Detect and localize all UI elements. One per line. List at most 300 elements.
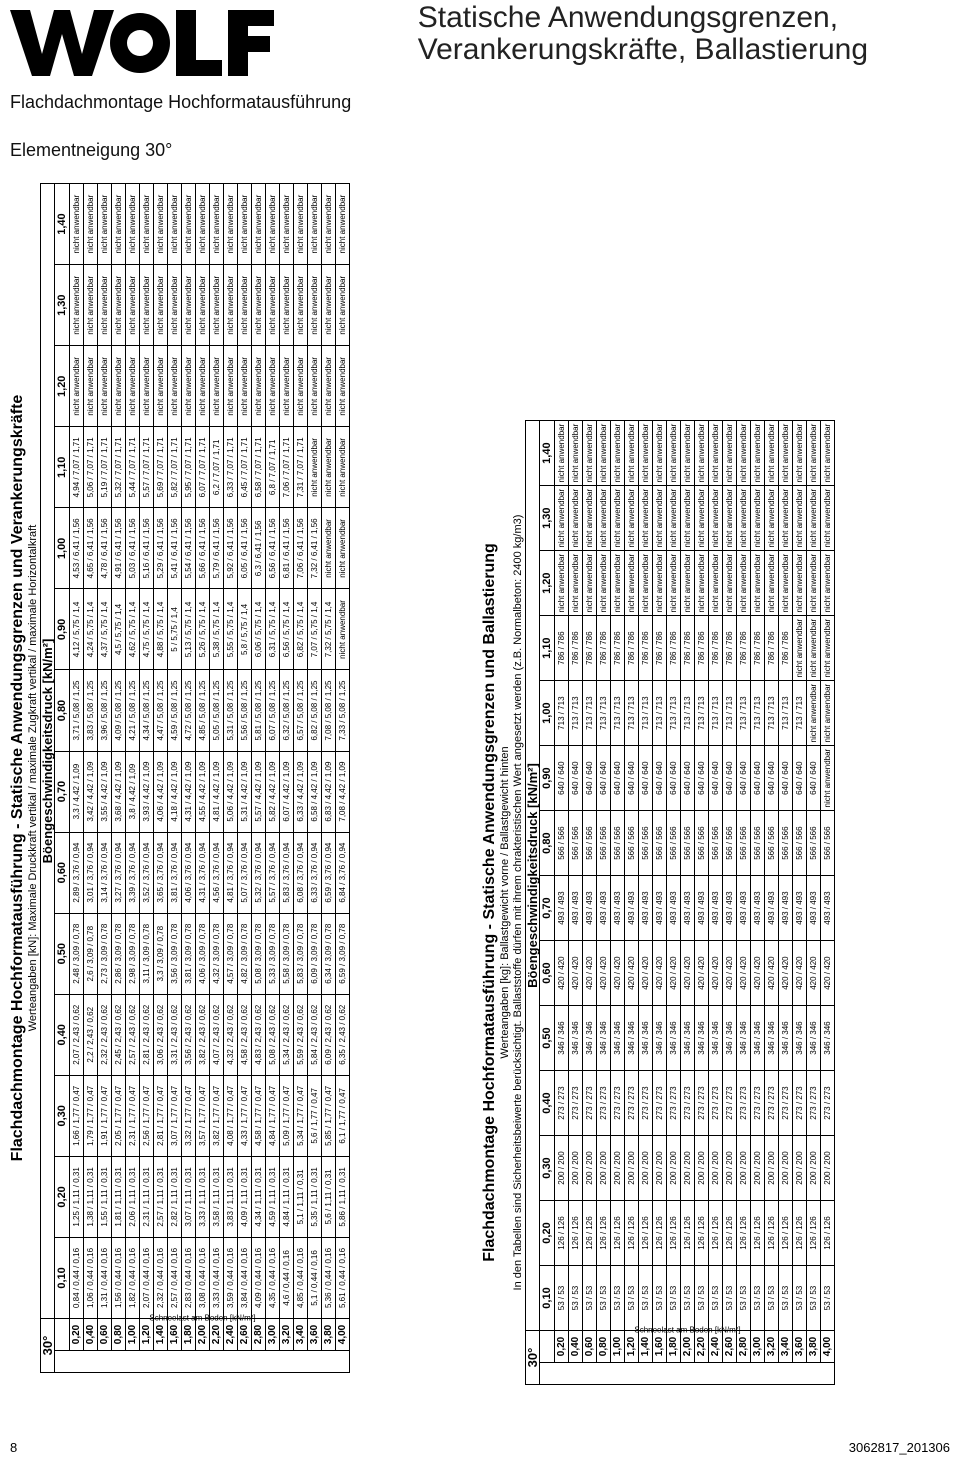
table-cell: 6,32 / 5,08 / 1,25 <box>280 670 294 751</box>
blank-header-cell <box>55 1318 70 1350</box>
table-cell: 5,56 / 5,08 / 1,25 <box>238 670 252 751</box>
table-cell: 786 / 786 <box>625 616 639 681</box>
table-cell: 3,42 / 4,42 / 1,09 <box>84 751 98 832</box>
table-cell: 1,38 / 1,11 / 0,31 <box>84 1156 98 1237</box>
table-cell: nicht anwendbar <box>695 551 709 616</box>
table-cell: 346 / 346 <box>709 1006 723 1071</box>
table-cell: 5,1 / 0,44 / 0,16 <box>308 1237 322 1318</box>
table-cell: 566 / 566 <box>793 811 807 876</box>
table-cell: 3,01 / 3,76 / 0,94 <box>84 832 98 913</box>
table-cell: nicht anwendbar <box>681 551 695 616</box>
table-cell: nicht anwendbar <box>709 421 723 486</box>
table-cell: 566 / 566 <box>737 811 751 876</box>
table-cell: 4,85 / 0,44 / 0,16 <box>294 1237 308 1318</box>
table-cell: 2,07 / 0,44 / 0,16 <box>140 1237 154 1318</box>
table-cell: 420 / 420 <box>569 941 583 1006</box>
table-cell: 5,79 / 6,41 / 1,56 <box>210 508 224 589</box>
table-cell: 6,1 / 1,77 / 0,47 <box>336 1075 350 1156</box>
table-cell: nicht anwendbar <box>597 421 611 486</box>
table-cell: 200 / 200 <box>793 1136 807 1201</box>
table-cell: 493 / 493 <box>807 876 821 941</box>
snow-row-header: 4,00 <box>336 1318 350 1350</box>
table-cell: nicht anwendbar <box>336 184 350 265</box>
table-cell: 5,03 / 6,41 / 1,56 <box>126 508 140 589</box>
table-cell: 53 / 53 <box>597 1266 611 1331</box>
table-cell: 4,72 / 5,08 / 1,25 <box>182 670 196 751</box>
table-cell: 5,84 / 2,43 / 0,62 <box>308 994 322 1075</box>
table-cell: nicht anwendbar <box>639 421 653 486</box>
table-cell: 126 / 126 <box>639 1201 653 1266</box>
snow-row-header: 3,20 <box>280 1318 294 1350</box>
table-cell: 126 / 126 <box>723 1201 737 1266</box>
table-cell: nicht anwendbar <box>737 551 751 616</box>
table-cell: 53 / 53 <box>555 1266 569 1331</box>
table-cell: 493 / 493 <box>583 876 597 941</box>
table-cell: 4,65 / 6,41 / 1,56 <box>84 508 98 589</box>
table-cell: 713 / 713 <box>695 681 709 746</box>
table-cell: 200 / 200 <box>751 1136 765 1201</box>
table-cell: nicht anwendbar <box>140 265 154 346</box>
gust-column-header: 0,80 <box>55 670 70 751</box>
table-cell: 420 / 420 <box>695 941 709 1006</box>
table-cell: nicht anwendbar <box>611 551 625 616</box>
table-cell: 346 / 346 <box>681 1006 695 1071</box>
table-cell: 420 / 420 <box>555 941 569 1006</box>
gust-column-header: 0,50 <box>55 913 70 994</box>
table-cell: 200 / 200 <box>709 1136 723 1201</box>
snow-row-header: 0,60 <box>583 1330 597 1362</box>
table-cell: 2,86 / 3,09 / 0,78 <box>112 913 126 994</box>
snow-row-header: 2,60 <box>238 1318 252 1350</box>
table-cell: 4,33 / 1,77 / 0,47 <box>238 1075 252 1156</box>
table-cell: nicht anwendbar <box>70 265 84 346</box>
snow-row-header: 1,00 <box>611 1330 625 1362</box>
table-cell: 566 / 566 <box>583 811 597 876</box>
gust-column-header: 1,10 <box>55 427 70 508</box>
table-cell: 346 / 346 <box>625 1006 639 1071</box>
table-cell: 5,69 / 7,07 / 1,71 <box>154 427 168 508</box>
snow-row-header: 3,80 <box>807 1330 821 1362</box>
table-row <box>793 421 807 1385</box>
table-cell: 713 / 713 <box>765 681 779 746</box>
table-row <box>807 421 821 1385</box>
table-cell: 4,31 / 4,42 / 1,09 <box>182 751 196 832</box>
table-cell: 6,81 / 6,41 / 1,56 <box>280 508 294 589</box>
table-row <box>583 421 597 1385</box>
table-cell: 3,14 / 3,76 / 0,94 <box>98 832 112 913</box>
table-cell: nicht anwendbar <box>765 421 779 486</box>
table-cell: nicht anwendbar <box>252 265 266 346</box>
snow-row-header: 2,20 <box>210 1318 224 1350</box>
ballast-table <box>525 420 835 1385</box>
table-cell: 2,57 / 2,43 / 0,62 <box>126 994 140 1075</box>
table-cell: 6,8 / 7,07 / 1,71 <box>266 427 280 508</box>
table-cell: nicht anwendbar <box>70 184 84 265</box>
table-cell: 2,45 / 2,43 / 0,62 <box>112 994 126 1075</box>
table-cell: 4,37 / 5,75 / 1,4 <box>98 589 112 670</box>
gust-column-header: 0,10 <box>540 1266 555 1331</box>
table-row <box>625 421 639 1385</box>
table-cell: 2,57 / 1,11 / 0,31 <box>154 1156 168 1237</box>
table-row <box>555 421 569 1385</box>
table-cell: 200 / 200 <box>723 1136 737 1201</box>
table-cell: nicht anwendbar <box>140 184 154 265</box>
table-cell: 640 / 640 <box>639 746 653 811</box>
table-cell: 713 / 713 <box>779 681 793 746</box>
table-cell: 6,34 / 3,09 / 0,78 <box>322 913 336 994</box>
table-cell: nicht anwendbar <box>709 551 723 616</box>
table-cell: 53 / 53 <box>625 1266 639 1331</box>
table-cell: 126 / 126 <box>555 1201 569 1266</box>
table-cell: 4,24 / 5,75 / 1,4 <box>84 589 98 670</box>
table-row <box>238 184 252 1373</box>
table-cell: 273 / 273 <box>751 1071 765 1136</box>
table-cell: 6,35 / 2,43 / 0,62 <box>336 994 350 1075</box>
gust-column-header: 0,50 <box>540 1006 555 1071</box>
table-cell: 126 / 126 <box>709 1201 723 1266</box>
table-cell: 5,08 / 2,43 / 0,62 <box>266 994 280 1075</box>
table-cell: nicht anwendbar <box>807 616 821 681</box>
gust-column-header: 0,70 <box>55 751 70 832</box>
table-cell: 640 / 640 <box>793 746 807 811</box>
table-cell: 4,59 / 1,11 / 0,31 <box>266 1156 280 1237</box>
table-cell: nicht anwendbar <box>695 486 709 551</box>
table-cell: 5,07 / 3,76 / 0,94 <box>238 832 252 913</box>
gust-column-header: 0,30 <box>540 1136 555 1201</box>
table-cell: 420 / 420 <box>653 941 667 1006</box>
table-cell: 6,33 / 7,07 / 1,71 <box>224 427 238 508</box>
table-cell: nicht anwendbar <box>625 486 639 551</box>
table-row <box>639 421 653 1385</box>
ballast-table-subtitle1: Werteangaben [kg]: Ballastgewicht vorne / Ballastgewicht hinten <box>499 746 511 1059</box>
table-cell: 6,05 / 6,41 / 1,56 <box>238 508 252 589</box>
table-cell: 4,5 / 5,75 / 1,4 <box>112 589 126 670</box>
table-cell: 493 / 493 <box>639 876 653 941</box>
table-cell: 6,07 / 4,42 / 1,09 <box>280 751 294 832</box>
table-cell: 2,81 / 1,77 / 0,47 <box>154 1075 168 1156</box>
table-cell: nicht anwendbar <box>238 184 252 265</box>
table-cell: 5,58 / 3,09 / 0,78 <box>280 913 294 994</box>
page-title <box>418 2 868 66</box>
table-cell: nicht anwendbar <box>182 184 196 265</box>
table-cell: 200 / 200 <box>807 1136 821 1201</box>
gust-column-header: 0,80 <box>540 811 555 876</box>
table-cell: 4,58 / 1,77 / 0,47 <box>252 1075 266 1156</box>
table-cell: 566 / 566 <box>765 811 779 876</box>
table-cell: nicht anwendbar <box>569 486 583 551</box>
table-cell: nicht anwendbar <box>336 265 350 346</box>
snow-row-header: 3,60 <box>308 1318 322 1350</box>
table-cell: 713 / 713 <box>751 681 765 746</box>
table-row <box>294 184 308 1373</box>
table-cell: 3,39 / 3,76 / 0,94 <box>126 832 140 913</box>
table-cell: 200 / 200 <box>555 1136 569 1201</box>
table-cell: 713 / 713 <box>737 681 751 746</box>
table-cell: 420 / 420 <box>737 941 751 1006</box>
table-cell: 4,06 / 3,09 / 0,78 <box>196 913 210 994</box>
table-cell: 6,83 / 4,42 / 1,09 <box>322 751 336 832</box>
table-cell: 346 / 346 <box>569 1006 583 1071</box>
table-cell: nicht anwendbar <box>308 184 322 265</box>
anchoring-table-subtitle: Werteangaben [kN]: Maximale Druckkraft vertikal / maximale Zugkraft vertikal / maximale Horizontalkraft <box>27 524 39 1032</box>
snow-row-header: 1,60 <box>653 1330 667 1362</box>
table-cell: nicht anwendbar <box>821 421 835 486</box>
table-cell: 5,1 / 1,11 / 0,31 <box>294 1156 308 1237</box>
table-cell: 53 / 53 <box>667 1266 681 1331</box>
table-cell: nicht anwendbar <box>252 346 266 427</box>
table-cell: 2,81 / 2,43 / 0,62 <box>140 994 154 1075</box>
ballast-table-subtitle2: In den Tabellen sind Sicherheitsbeiwerte berücksichtigt. Ballaststoffe dürfen mit ihrem chrakteristischen Wert angesetzt werden (z.B. Normalbeton: 2400 kg/m3) <box>512 514 524 1291</box>
table-cell: 7,31 / 7,07 / 1,71 <box>294 427 308 508</box>
table-cell: 5,31 / 4,42 / 1,09 <box>238 751 252 832</box>
gust-column-header: 1,20 <box>55 346 70 427</box>
table-cell: 5,16 / 6,41 / 1,56 <box>140 508 154 589</box>
table-cell: nicht anwendbar <box>667 486 681 551</box>
page-title-line1: Statische Anwendungsgrenzen, <box>417 1 839 34</box>
table-cell: nicht anwendbar <box>611 421 625 486</box>
table-cell: nicht anwendbar <box>336 346 350 427</box>
table-cell: 53 / 53 <box>765 1266 779 1331</box>
table-cell: 4,35 / 0,44 / 0,16 <box>266 1237 280 1318</box>
table-cell: 3,07 / 1,11 / 0,31 <box>182 1156 196 1237</box>
table-cell: 4,6 / 0,44 / 0,16 <box>280 1237 294 1318</box>
table-cell: 4,56 / 3,76 / 0,94 <box>210 832 224 913</box>
snow-row-header: 1,00 <box>126 1318 140 1350</box>
table-cell: 5,32 / 7,07 / 1,71 <box>112 427 126 508</box>
table-cell: 346 / 346 <box>695 1006 709 1071</box>
table-cell: nicht anwendbar <box>653 486 667 551</box>
table-cell: 200 / 200 <box>765 1136 779 1201</box>
table-cell: 53 / 53 <box>611 1266 625 1331</box>
table-cell: 200 / 200 <box>821 1136 835 1201</box>
table-cell: 346 / 346 <box>793 1006 807 1071</box>
table-cell: 1,55 / 1,11 / 0,31 <box>98 1156 112 1237</box>
table-cell: nicht anwendbar <box>112 184 126 265</box>
table-cell: 420 / 420 <box>709 941 723 1006</box>
table-cell: 5,41 / 6,41 / 1,56 <box>168 508 182 589</box>
table-cell: 566 / 566 <box>639 811 653 876</box>
table-cell: 273 / 273 <box>821 1071 835 1136</box>
table-cell: 566 / 566 <box>723 811 737 876</box>
table-cell: 5,82 / 4,42 / 1,09 <box>266 751 280 832</box>
table-cell: nicht anwendbar <box>168 346 182 427</box>
snow-row-header: 2,80 <box>737 1330 751 1362</box>
table-row <box>84 184 98 1373</box>
table-cell: 200 / 200 <box>611 1136 625 1201</box>
table-cell: 420 / 420 <box>793 941 807 1006</box>
table-cell: 493 / 493 <box>709 876 723 941</box>
table-cell: nicht anwendbar <box>266 265 280 346</box>
table-cell: nicht anwendbar <box>569 551 583 616</box>
table-cell: 6,58 / 4,42 / 1,09 <box>308 751 322 832</box>
table-cell: 7,33 / 5,08 / 1,25 <box>336 670 350 751</box>
snow-row-header: 3,00 <box>266 1318 280 1350</box>
table-cell: 493 / 493 <box>779 876 793 941</box>
table-cell: 2,2 / 2,43 / 0,62 <box>84 994 98 1075</box>
table-cell: 640 / 640 <box>737 746 751 811</box>
table-cell: nicht anwendbar <box>555 551 569 616</box>
gust-column-header: 0,60 <box>55 832 70 913</box>
table-row <box>280 184 294 1373</box>
element-inclination: Elementneigung 30° <box>10 140 173 160</box>
table-cell: 493 / 493 <box>569 876 583 941</box>
table-cell: 420 / 420 <box>821 941 835 1006</box>
table-cell: 53 / 53 <box>709 1266 723 1331</box>
table-cell: 2,06 / 1,11 / 0,31 <box>126 1156 140 1237</box>
table-row <box>569 421 583 1385</box>
table-cell: nicht anwendbar <box>308 346 322 427</box>
table-cell: 126 / 126 <box>737 1201 751 1266</box>
table-cell: 713 / 713 <box>597 681 611 746</box>
table-cell: nicht anwendbar <box>821 486 835 551</box>
gust-column-header: 0,60 <box>540 941 555 1006</box>
table-cell: nicht anwendbar <box>336 508 350 589</box>
table-cell: 493 / 493 <box>695 876 709 941</box>
table-cell: nicht anwendbar <box>793 421 807 486</box>
table-cell: 6,33 / 4,42 / 1,09 <box>294 751 308 832</box>
table-cell: nicht anwendbar <box>723 486 737 551</box>
table-cell: nicht anwendbar <box>140 346 154 427</box>
table-cell: 53 / 53 <box>569 1266 583 1331</box>
table-cell: 5,44 / 7,07 / 1,71 <box>126 427 140 508</box>
table-row <box>154 184 168 1373</box>
table-cell: nicht anwendbar <box>322 427 336 508</box>
table-cell: 126 / 126 <box>583 1201 597 1266</box>
table-cell: 273 / 273 <box>737 1071 751 1136</box>
table-cell: 566 / 566 <box>611 811 625 876</box>
table-cell: 786 / 786 <box>695 616 709 681</box>
table-cell: 2,31 / 1,77 / 0,47 <box>126 1075 140 1156</box>
table-cell: nicht anwendbar <box>238 346 252 427</box>
table-cell: 4,31 / 3,76 / 0,94 <box>196 832 210 913</box>
table-cell: 640 / 640 <box>709 746 723 811</box>
table-cell: 273 / 273 <box>681 1071 695 1136</box>
table-cell: 713 / 713 <box>569 681 583 746</box>
table-cell: nicht anwendbar <box>821 616 835 681</box>
table-cell: 420 / 420 <box>723 941 737 1006</box>
table-cell: nicht anwendbar <box>322 184 336 265</box>
table-cell: 2,48 / 3,09 / 0,78 <box>70 913 84 994</box>
table-cell: 4,09 / 0,44 / 0,16 <box>252 1237 266 1318</box>
table-cell: 640 / 640 <box>625 746 639 811</box>
snow-row-header: 1,20 <box>140 1318 154 1350</box>
table-cell: 5,38 / 5,75 / 1,4 <box>210 589 224 670</box>
table-cell: 4,06 / 4,42 / 1,09 <box>154 751 168 832</box>
table-cell: nicht anwendbar <box>280 184 294 265</box>
table-cell: nicht anwendbar <box>210 184 224 265</box>
table-row <box>112 184 126 1373</box>
table-cell: 566 / 566 <box>555 811 569 876</box>
table-cell: 5,81 / 5,08 / 1,25 <box>252 670 266 751</box>
table-cell: nicht anwendbar <box>182 265 196 346</box>
table-cell: nicht anwendbar <box>793 616 807 681</box>
table-cell: 5,66 / 6,41 / 1,56 <box>196 508 210 589</box>
snow-row-header: 2,60 <box>723 1330 737 1362</box>
corner-angle: 30° <box>41 1318 55 1372</box>
table-cell: 273 / 273 <box>779 1071 793 1136</box>
table-cell: nicht anwendbar <box>196 184 210 265</box>
snow-row-header: 2,80 <box>252 1318 266 1350</box>
table-cell: 713 / 713 <box>681 681 695 746</box>
table-row <box>308 184 322 1373</box>
table-cell: 566 / 566 <box>625 811 639 876</box>
table-cell: 5,92 / 6,41 / 1,56 <box>224 508 238 589</box>
table-cell: 4,34 / 1,11 / 0,31 <box>252 1156 266 1237</box>
table-cell: 126 / 126 <box>667 1201 681 1266</box>
table-cell: 2,32 / 2,43 / 0,62 <box>98 994 112 1075</box>
table-cell: 4,81 / 3,76 / 0,94 <box>224 832 238 913</box>
table-cell: 4,12 / 5,75 / 1,4 <box>70 589 84 670</box>
table-cell: 640 / 640 <box>597 746 611 811</box>
table-cell: 53 / 53 <box>779 1266 793 1331</box>
table-cell: 53 / 53 <box>751 1266 765 1331</box>
table-cell: 2,31 / 1,11 / 0,31 <box>140 1156 154 1237</box>
table-cell: nicht anwendbar <box>751 421 765 486</box>
snow-row-header: 4,00 <box>821 1330 835 1362</box>
table-cell: 1,79 / 1,77 / 0,47 <box>84 1075 98 1156</box>
table-cell: 53 / 53 <box>639 1266 653 1331</box>
table-cell: nicht anwendbar <box>779 551 793 616</box>
table-cell: 3,11 / 3,09 / 0,78 <box>140 913 154 994</box>
table-cell: 5,08 / 3,09 / 0,78 <box>252 913 266 994</box>
snow-row-header: 0,40 <box>84 1318 98 1350</box>
table-cell: 640 / 640 <box>681 746 695 811</box>
table-row <box>210 184 224 1373</box>
table-cell: 4,85 / 5,08 / 1,25 <box>196 670 210 751</box>
table-cell: nicht anwendbar <box>653 421 667 486</box>
table-cell: 4,55 / 4,42 / 1,09 <box>196 751 210 832</box>
gust-column-header: 0,10 <box>55 1237 70 1318</box>
table-cell: 4,58 / 2,43 / 0,62 <box>238 994 252 1075</box>
table-cell: 566 / 566 <box>695 811 709 876</box>
table-cell: 566 / 566 <box>653 811 667 876</box>
table-cell: 6,07 / 5,08 / 1,25 <box>266 670 280 751</box>
table-cell: 346 / 346 <box>611 1006 625 1071</box>
table-cell: 1,66 / 1,77 / 0,47 <box>70 1075 84 1156</box>
table-cell: 53 / 53 <box>821 1266 835 1331</box>
snow-row-header: 3,40 <box>779 1330 793 1362</box>
table-cell: 1,31 / 0,44 / 0,16 <box>98 1237 112 1318</box>
snow-row-header: 1,40 <box>154 1318 168 1350</box>
table-cell: 273 / 273 <box>709 1071 723 1136</box>
table-cell: nicht anwendbar <box>210 265 224 346</box>
table-cell: 5,85 / 1,77 / 0,47 <box>322 1075 336 1156</box>
table-cell: 6,45 / 7,07 / 1,71 <box>238 427 252 508</box>
table-cell: 5,6 / 1,11 / 0,31 <box>322 1156 336 1237</box>
snow-row-header: 1,80 <box>182 1318 196 1350</box>
table-cell: 3,3 / 3,09 / 0,78 <box>154 913 168 994</box>
snow-row-header: 2,00 <box>681 1330 695 1362</box>
snow-row-header: 0,20 <box>70 1318 84 1350</box>
table-cell: 3,07 / 1,77 / 0,47 <box>168 1075 182 1156</box>
table-cell: 566 / 566 <box>569 811 583 876</box>
table-cell: 5,13 / 5,75 / 1,4 <box>182 589 196 670</box>
gust-column-header: 1,20 <box>540 551 555 616</box>
snow-row-header: 3,40 <box>294 1318 308 1350</box>
table-row <box>779 421 793 1385</box>
table-cell: 420 / 420 <box>611 941 625 1006</box>
table-cell: 2,6 / 3,09 / 0,78 <box>84 913 98 994</box>
table-cell: 273 / 273 <box>695 1071 709 1136</box>
table-cell: 4,47 / 5,08 / 1,25 <box>154 670 168 751</box>
table-cell: 566 / 566 <box>779 811 793 876</box>
table-cell: 2,05 / 1,77 / 0,47 <box>112 1075 126 1156</box>
table-cell: nicht anwendbar <box>597 551 611 616</box>
table-cell: 1,91 / 1,77 / 0,47 <box>98 1075 112 1156</box>
table-cell: 786 / 786 <box>639 616 653 681</box>
table-cell: nicht anwendbar <box>168 184 182 265</box>
table-cell: nicht anwendbar <box>238 265 252 346</box>
